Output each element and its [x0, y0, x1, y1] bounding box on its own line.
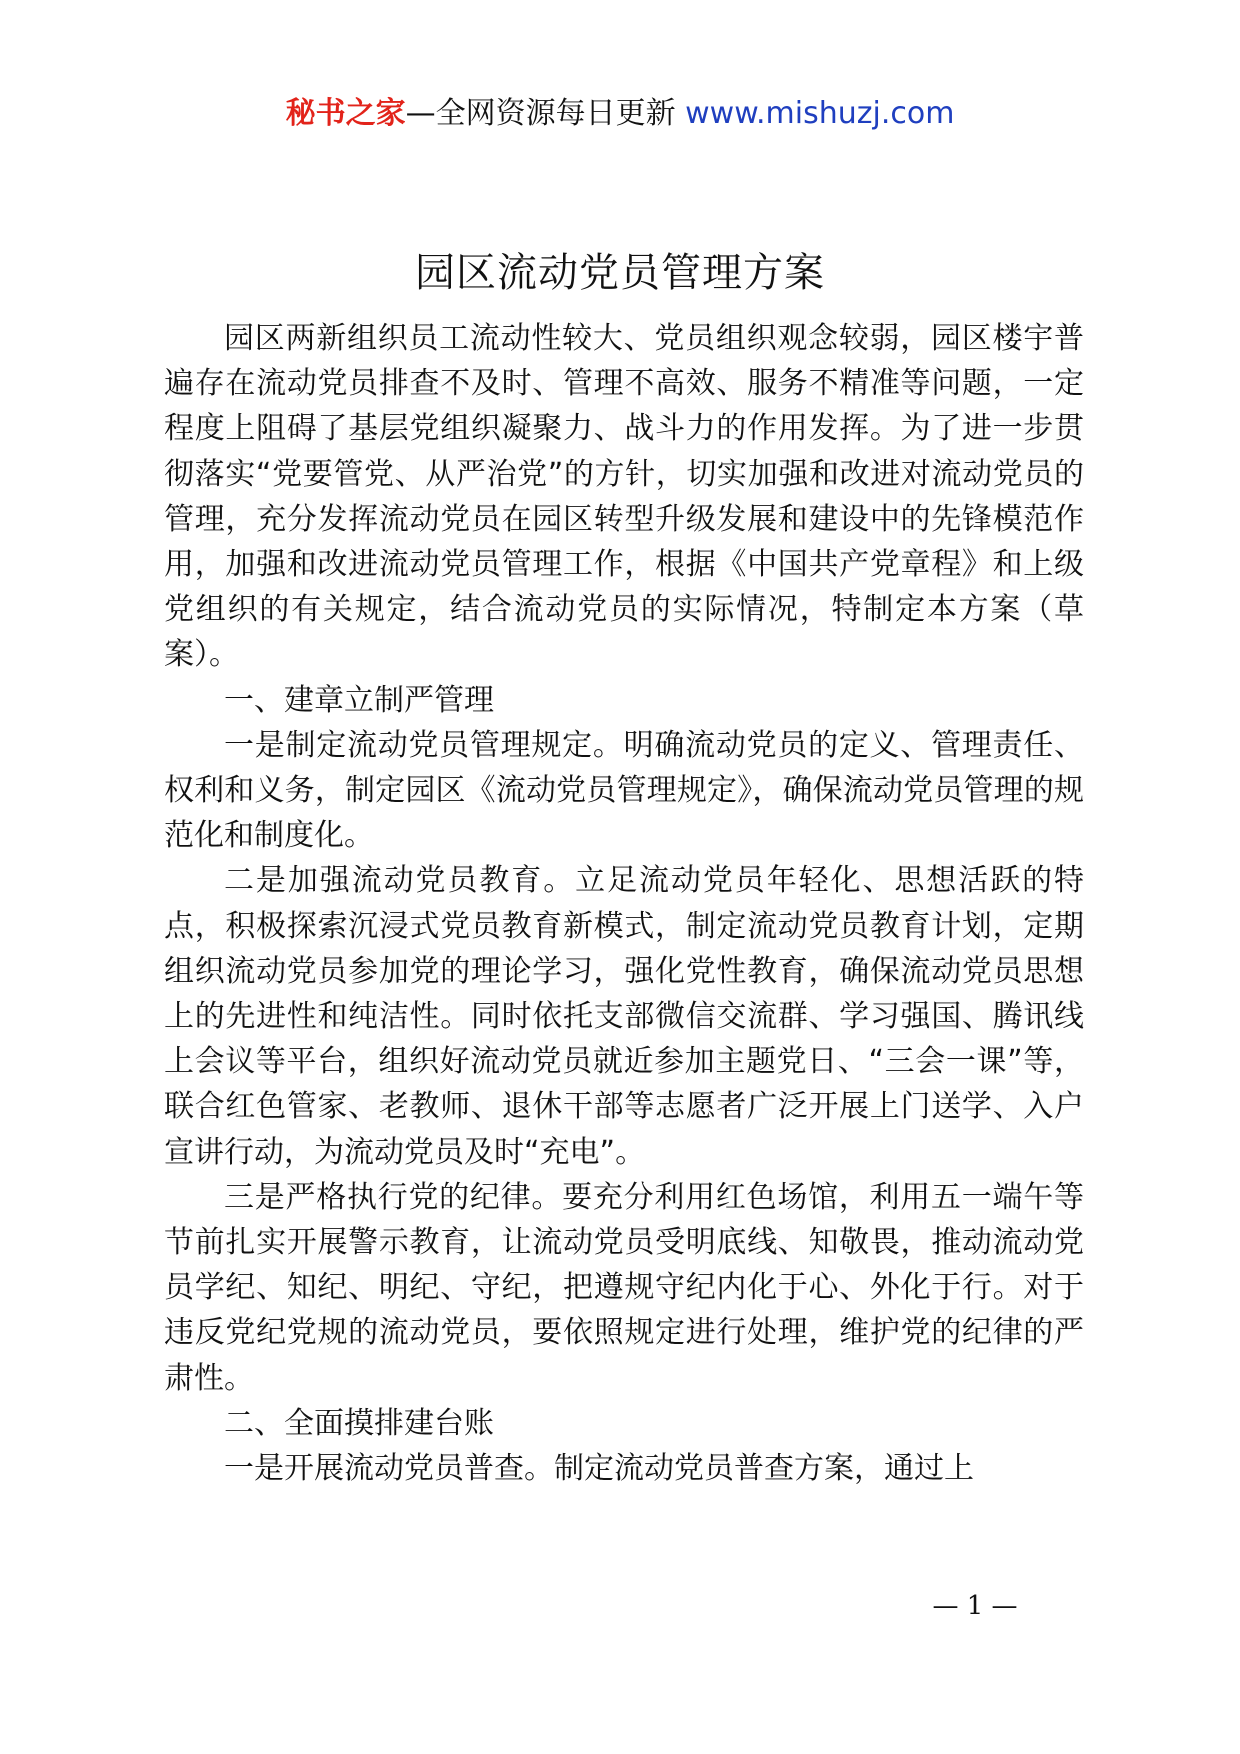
section-heading-1: 一、建章立制严管理 — [224, 682, 494, 718]
body-paragraph: 二是加强流动党员教育。立足流动党员年轻化、思想活跃的特点，积极探索沉浸式党员教育新模式，制定流动党员教育计划，定期组织流动党员参加党的理论学习，强化党性教育，确保流动党员思想上的先进性和纯洁性。同时依托支部微信交流群、学习强国、腾讯线上会议等平台，组织好流动党员就近参加主题党日、“三会一课”等，联合红色管家、老教师、退休干部等志愿者广泛开展上门送学、入户宣讲行动，为流动党员及时“充电”。 — [164, 863, 1084, 1170]
body-paragraph: 三是严格执行党的纪律。要充分利用红色场馆，利用五一端午等节前扎实开展警示教育，让流动党员受明底线、知敬畏，推动流动党员学纪、知纪、明纪、守纪，把遵规守纪内化于心、外化于行。对于违反党纪党规的流动党员，要依照规定进行处理，维护党的纪律的严肃性。 — [164, 1179, 1084, 1396]
body-paragraph: 一是制定流动党员管理规定。明确流动党员的定义、管理责任、权利和义务，制定园区《流动党员管理规定》，确保流动党员管理的规范化和制度化。 — [164, 727, 1084, 854]
page-number: — 1 — — [932, 1591, 1018, 1621]
intro-paragraph: 园区两新组织员工流动性较大、党员组织观念较弱，园区楼宇普遍存在流动党员排查不及时、管理不高效、服务不精准等问题，一定程度上阻碍了基层党组织凝聚力、战斗力的作用发挥。为了进一步贯彻落实“党要管党、从严治党”的方针，切实加强和改进对流动党员的管理，充分发挥流动党员在园区转型升级发展和建设中的先锋模范作用，加强和改进流动党员管理工作，根据《中国共产党章程》和上级党组织的有关规定，结合流动党员的实际情况，特制定本方案（草案）。 — [164, 321, 1084, 673]
section-heading-2: 二、全面摸排建台账 — [224, 1405, 494, 1441]
site-url-link[interactable]: www.mishuzj.com — [685, 96, 955, 131]
site-tagline: —全网资源每日更新 — [405, 96, 686, 131]
site-brand: 秘书之家 — [285, 96, 406, 131]
site-banner — [0, 94, 1240, 134]
document-body — [164, 316, 1084, 1491]
body-paragraph: 一是开展流动党员普查。制定流动党员普查方案，通过上 — [224, 1451, 974, 1487]
document-title: 园区流动党员管理方案 — [415, 250, 825, 296]
